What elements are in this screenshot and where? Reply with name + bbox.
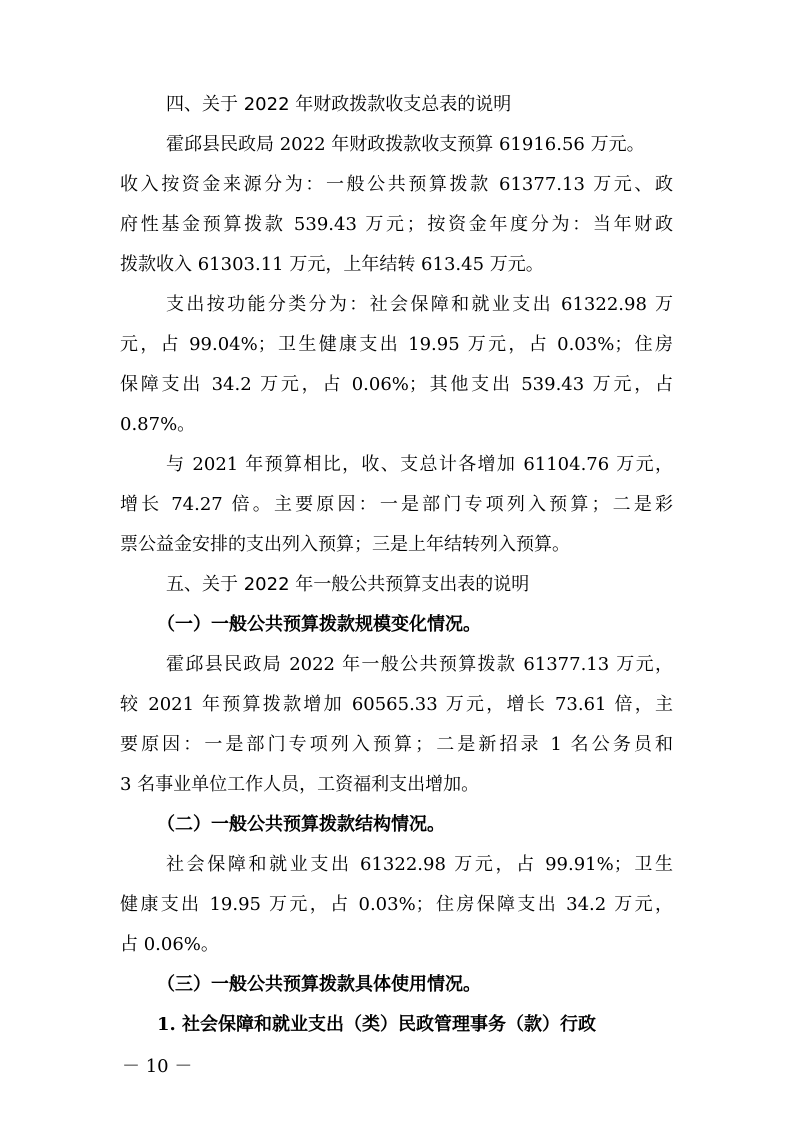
paragraph-line: 拨款收入 61303.11 万元，上年结转 613.45 万元。 xyxy=(120,254,544,275)
paragraph-line: 0.87%。 xyxy=(120,414,196,435)
paragraph-line: 府性基金预算拨款 539.43 万元；按资金年度分为：当年财政 xyxy=(120,214,673,235)
paragraph-line: 霍邱县民政局 2022 年财政拨款收支预算 61916.56 万元。 xyxy=(166,134,645,155)
section-four-heading: 四、关于 2022 年财政拨款收支总表的说明 xyxy=(166,94,512,115)
paragraph-line: 健康支出 19.95 万元，占 0.03%；住房保障支出 34.2 万元， xyxy=(120,894,673,915)
subsection-one-heading: （一）一般公共预算拨款规模变化情况。 xyxy=(157,614,481,635)
section-five-heading: 五、关于 2022 年一般公共预算支出表的说明 xyxy=(166,574,530,595)
subsection-two-heading: （二）一般公共预算拨款结构情况。 xyxy=(157,814,445,835)
paragraph-line: 与 2021 年预算相比，收、支总计各增加 61104.76 万元， xyxy=(166,454,673,475)
item-one-line: 1. 社会保障和就业支出（类）民政管理事务（款）行政 xyxy=(157,1014,597,1035)
paragraph-line: 收入按资金来源分为：一般公共预算拨款 61377.13 万元、政 xyxy=(120,174,673,195)
paragraph-line: 保障支出 34.2 万元，占 0.06%；其他支出 539.43 万元，占 xyxy=(120,374,673,395)
paragraph-line: 元，占 99.04%；卫生健康支出 19.95 万元，占 0.03%；住房 xyxy=(120,334,673,355)
paragraph-line: 3 名事业单位工作人员，工资福利支出增加。 xyxy=(120,774,480,795)
subsection-three-heading: （三）一般公共预算拨款具体使用情况。 xyxy=(157,974,481,995)
paragraph-line: 占 0.06%。 xyxy=(120,934,219,955)
paragraph-line: 社会保障和就业支出 61322.98 万元，占 99.91%；卫生 xyxy=(166,854,673,875)
paragraph-line: 霍邱县民政局 2022 年一般公共预算拨款 61377.13 万元， xyxy=(166,654,673,675)
paragraph-line: 增长 74.27 倍。主要原因：一是部门专项列入预算；二是彩 xyxy=(120,494,673,515)
paragraph-line: 要原因：一是部门专项列入预算；二是新招录 1 名公务员和 xyxy=(120,734,673,755)
paragraph-line: 票公益金安排的支出列入预算；三是上年结转列入预算。 xyxy=(120,534,570,555)
paragraph-line: 支出按功能分类分为：社会保障和就业支出 61322.98 万 xyxy=(166,294,673,315)
paragraph-line: 较 2021 年预算拨款增加 60565.33 万元，增长 73.61 倍，主 xyxy=(120,694,673,715)
page-number: － 10 － xyxy=(122,1056,193,1077)
